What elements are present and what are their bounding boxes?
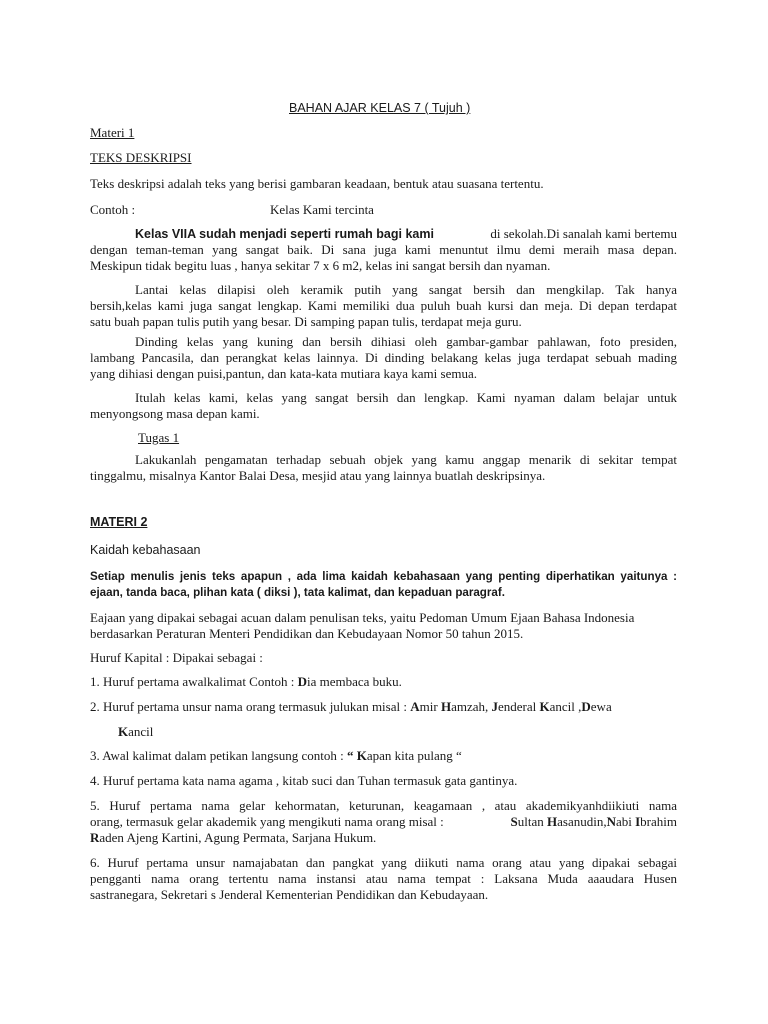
item-2-cont-text: ancil <box>128 724 154 739</box>
item-2-bold-h: H <box>440 699 452 714</box>
item-2-bold-j: J <box>491 699 498 714</box>
item-1-text: 1. Huruf pertama awalkalimat Contoh : <box>90 674 298 689</box>
list-item-5-line-2 <box>90 814 677 830</box>
item-2-ancil: ancil , <box>549 699 582 714</box>
list-item-2-continuation <box>118 724 153 740</box>
item-5-bold-s: S <box>510 814 518 829</box>
list-item-4: 4. Huruf pertama kata nama agama , kitab suci dan Tuhan termasuk gata gantinya. <box>90 773 518 788</box>
item-2-ewa: ewa <box>590 699 612 714</box>
item-2-bold-d: D <box>581 699 591 714</box>
item-3-bold: “ K <box>346 748 367 763</box>
item-5-bold-h: H <box>546 814 558 829</box>
ejaan-line-1: Eajaan yang dipakai sebagai acuan dalam penulisan teks, yaitu Pedoman Umum Ejaan Bahasa Indonesia <box>90 610 635 625</box>
item-1-tail: ia membaca buku. <box>306 674 402 689</box>
kapital-heading: Huruf Kapital : Dipakai sebagai : <box>90 650 263 665</box>
item-1-bold: D <box>297 674 307 689</box>
item-2-bold-a: A <box>410 699 420 714</box>
item-3-text: 3. Awal kalimat dalam petikan langsung contoh : <box>90 748 347 763</box>
paragraph-4-line-2: menyongsong masa depan kami. <box>90 406 260 421</box>
paragraph-1-line-2: dengan teman-teman yang sangat baik. Di sana juga kami menuntut ilmu demi meraih masa depan. <box>90 242 677 257</box>
paragraph-2-line-2: bersih,kelas kami juga sangat lengkap. Kami memiliki dua puluh buah kursi dan meja. Di depan terdapat <box>90 298 677 313</box>
list-item-3 <box>90 748 462 764</box>
item-5-brahim: brahim <box>640 814 677 829</box>
tugas-line-1: Lakukanlah pengamatan terhadap sebuah objek yang kamu anggap menarik di sekitar tempat <box>135 452 677 467</box>
list-item-6-line-2: pengganti nama orang tertentu nama instansi atau nama tempat : Laksana Muda aaaudara Husen <box>90 871 677 886</box>
document-title: BAHAN AJAR KELAS 7 ( Tujuh ) <box>289 101 471 115</box>
paragraph-1-bold: Kelas VIIA sudah menjadi seperti rumah bagi kami <box>135 227 434 241</box>
materi-2-heading: MATERI 2 <box>90 515 148 529</box>
list-item-5-line-1: 5. Huruf pertama nama gelar kehormatan, keturunan, keagamaan , atau akademikyanhdiikiuti nama <box>90 798 677 813</box>
paragraph-1-rest: di sekolah.Di sanalah kami bertemu <box>490 226 677 241</box>
list-item-2 <box>90 699 612 715</box>
item-5-text: orang, termasuk gelar akademik yang mengikuti nama orang misal : <box>90 814 444 829</box>
list-item-6-line-3: sastranegara, Sekretari s Jenderal Kementerian Pendidikan dan Kebudayaan. <box>90 887 489 902</box>
ejaan-line-2: berdasarkan Peraturan Menteri Pendidikan dan Kebudayaan Nomor 50 tahun 2015. <box>90 626 524 641</box>
paragraph-3-line-3: yang dihiasi dengan puisi,pantun, dan kata-kata mutiara kaya kami semua. <box>90 366 477 381</box>
item-5-bold-r: R <box>90 830 100 845</box>
definition-text: Teks deskripsi adalah teks yang berisi gambaran keadaan, bentuk atau suasana tertentu. <box>90 176 544 191</box>
item-2-enderal: enderal <box>497 699 540 714</box>
item-3-tail: apan kita pulang “ <box>366 748 462 763</box>
teks-deskripsi-heading: TEKS DESKRIPSI <box>90 150 192 165</box>
paragraph-3-line-1: Dinding kelas yang kuning dan bersih dihiasi oleh gambar-gambar pahlawan, foto presiden, <box>135 334 677 349</box>
item-5-bold-i: I <box>635 814 641 829</box>
tugas-1-heading: Tugas 1 <box>138 430 180 445</box>
tugas-line-2: tinggalmu, misalnya Kantor Balai Desa, mesjid atau yang lainnya buatlah deskripsinya. <box>90 468 546 483</box>
contoh-label: Contoh : <box>90 202 136 217</box>
materi-1-heading: Materi 1 <box>90 125 135 140</box>
item-5-names <box>511 814 678 830</box>
contoh-title: Kelas Kami tercinta <box>270 202 374 217</box>
item-5-line-3-text: aden Ajeng Kartini, Agung Permata, Sarjana Hukum. <box>99 830 377 845</box>
paragraph-3-line-2: lambang Pancasila, dan perangkat kelas lainnya. Di dinding belakang kelas juga terdapat sebuah mading <box>90 350 677 365</box>
paragraph-2-line-3: satu buah papan tulis putih yang besar. Di samping papan tulis, terdapat meja guru. <box>90 314 522 329</box>
list-item-6-line-1: 6. Huruf pertama unsur namajabatan dan pangkat yang diikuti nama orang atau yang dipakai sebagai <box>90 855 677 870</box>
list-item-5-line-3 <box>90 830 376 846</box>
item-2-amzah: amzah, <box>451 699 492 714</box>
item-2-bold-k: K <box>539 699 550 714</box>
kaidah-heading: Kaidah kebahasaan <box>90 543 201 557</box>
paragraph-1-line-1 <box>135 226 677 242</box>
item-5-abi: abi <box>615 814 636 829</box>
item-5-asanudin: asanudin, <box>557 814 607 829</box>
paragraph-1-line-3: Meskipun tidak begitu luas , hanya sekitar 7 x 6 m2, kelas ini sangat bersih dan nyaman. <box>90 258 551 273</box>
item-2-text: 2. Huruf pertama unsur nama orang termasuk julukan misal : <box>90 699 411 714</box>
item-5-bold-n: N <box>606 814 616 829</box>
item-2-mir: mir <box>419 699 441 714</box>
kaidah-intro-line-1: Setiap menulis jenis teks apapun , ada lima kaidah kebahasaan yang penting diperhatikan yaitunya : <box>90 570 677 583</box>
paragraph-4-line-1: Itulah kelas kami, kelas yang sangat bersih dan lengkap. Kami nyaman dalam belajar untuk <box>135 390 677 405</box>
kaidah-intro-line-2: ejaan, tanda baca, plihan kata ( diksi ), tata kalimat, dan kepaduan paragraf. <box>90 586 505 599</box>
list-item-1 <box>90 674 402 690</box>
item-5-ultan: ultan <box>517 814 547 829</box>
paragraph-2-line-1: Lantai kelas dilapisi oleh keramik putih yang sangat bersih dan mengkilap. Tak hanya <box>135 282 677 297</box>
item-2-cont-bold: K <box>118 724 129 739</box>
